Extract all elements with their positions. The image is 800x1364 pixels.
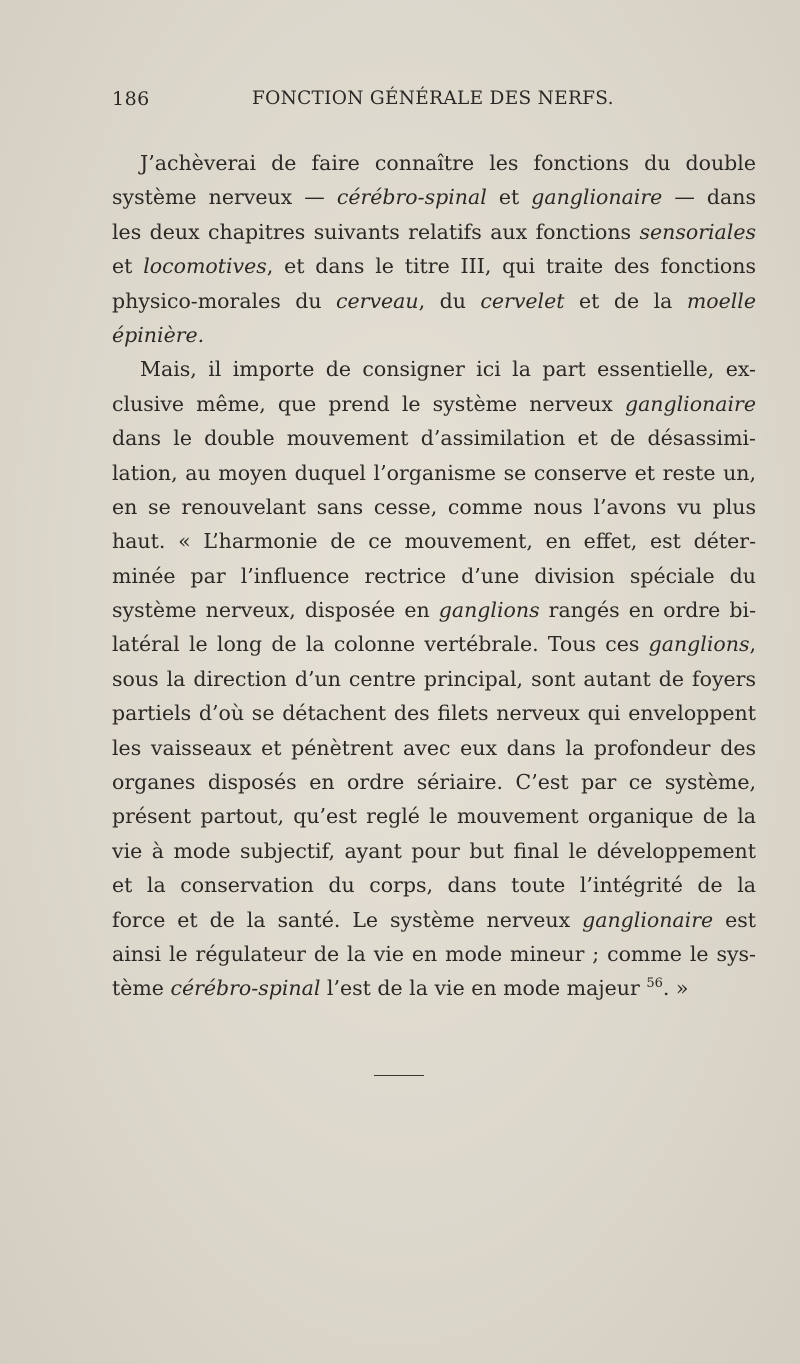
paragraph-2-line-13: organes disposés en ordre sériaire. C’est par ce système, (112, 770, 756, 795)
body-text (112, 146, 756, 1006)
italic-run: épinière. (112, 322, 205, 347)
italic-run: ganglionaire (582, 907, 714, 932)
text-run: latéral le long de la colonne vertébrale. Tous ces (112, 632, 649, 657)
italic-run: cervelet (480, 288, 565, 313)
italic-run: locomotives (143, 254, 267, 279)
text-run: force et de la santé. Le système nerveux (112, 907, 583, 932)
paragraph-1-line-6 (112, 318, 756, 352)
text-run: clusive même, que prend le système nerveux (112, 391, 625, 416)
paragraph-1-line-1: J’achèverai de faire connaître les fonctions du double (140, 151, 756, 175)
italic-run: ganglionaire (624, 391, 756, 416)
paragraph-1-line-5 (112, 284, 756, 318)
paragraph-2-line-18: ainsi le régulateur de la vie en mode mineur ; comme le sys- (112, 941, 756, 966)
paragraph-1-line-4 (112, 249, 756, 283)
text-run: — dans (662, 185, 756, 210)
page-header (112, 88, 744, 118)
text-run: les deux chapitres suivants relatifs aux fonctions (112, 219, 640, 244)
italic-run: ganglions (438, 598, 540, 623)
italic-run: cerveau (336, 288, 419, 313)
text-run: système nerveux, disposée en (112, 598, 439, 623)
text-run: rangés en ordre bi- (539, 598, 756, 623)
page-number: 186 (112, 88, 150, 110)
paragraph-2-line-11: partiels d’où se détachent des filets nerveux qui enveloppent (112, 701, 756, 726)
paragraph-2-line-17 (112, 903, 756, 937)
paragraph-2-line-14: présent partout, qu’est reglé le mouvement organique de la (112, 804, 756, 829)
paragraph-2-line-12: les vaisseaux et pénètrent avec eux dans la profondeur des (112, 735, 756, 760)
paragraph-2-line-4: lation, au moyen duquel l’organisme se conserve et reste un, (112, 460, 756, 485)
paragraph-2-line-1: Mais, il importe de consigner ici la part essentielle, ex- (140, 357, 756, 382)
paragraph-2-line-5: en se renouvelant sans cesse, comme nous l’avons vu plus (112, 494, 756, 519)
paragraph-2-line-15: vie à mode subjectif, ayant pour but final le développement (112, 838, 756, 863)
paragraph-2-line-10: sous la direction d’un centre principal, sont autant de foyers (112, 666, 756, 691)
paragraph-1-line-2 (112, 180, 756, 214)
footnote-ref: 56 (646, 976, 663, 992)
italic-run: cérébro-spinal (170, 976, 321, 1001)
paragraph-2-line-19 (112, 971, 756, 1005)
text-run: physico-morales du (112, 288, 337, 313)
text-run: tème (112, 976, 171, 1001)
italic-run: ganglionaire (531, 185, 663, 210)
text-run: l’est de la vie en mode majeur (320, 976, 647, 1001)
text-run: et (486, 185, 532, 210)
section-divider (374, 1075, 424, 1076)
text-run: , (749, 632, 756, 657)
text-run: . » (662, 976, 689, 1001)
italic-run: moelle (686, 288, 756, 313)
paragraph-2-line-2 (112, 387, 756, 421)
text-run: est (713, 907, 756, 932)
paragraph-2-line-7: minée par l’influence rectrice d’une division spéciale du (112, 563, 756, 588)
text-run: et (112, 254, 144, 279)
running-title: FONCTION GÉNÉRALE DES NERFS. (252, 88, 614, 109)
italic-run: sensoriales (639, 219, 756, 244)
text-run: , et dans le titre III, qui traite des fonctions (266, 254, 756, 279)
paragraph-1-line-3 (112, 215, 756, 249)
text-run: et de la (564, 288, 687, 313)
paragraph-2-line-9 (112, 627, 756, 661)
text-run: , du (418, 288, 481, 313)
paragraph-2-line-6: haut. « L’harmonie de ce mouvement, en effet, est déter- (112, 529, 756, 554)
paragraph-2-line-3: dans le double mouvement d’assimilation et de désassimi- (112, 426, 756, 451)
italic-run: cérébro-spinal (336, 185, 487, 210)
text-run: système nerveux — (112, 185, 337, 210)
paragraph-2-line-16: et la conservation du corps, dans toute l’intégrité de la (112, 873, 756, 898)
paragraph-2-line-8 (112, 593, 756, 627)
italic-run: ganglions (648, 632, 750, 657)
